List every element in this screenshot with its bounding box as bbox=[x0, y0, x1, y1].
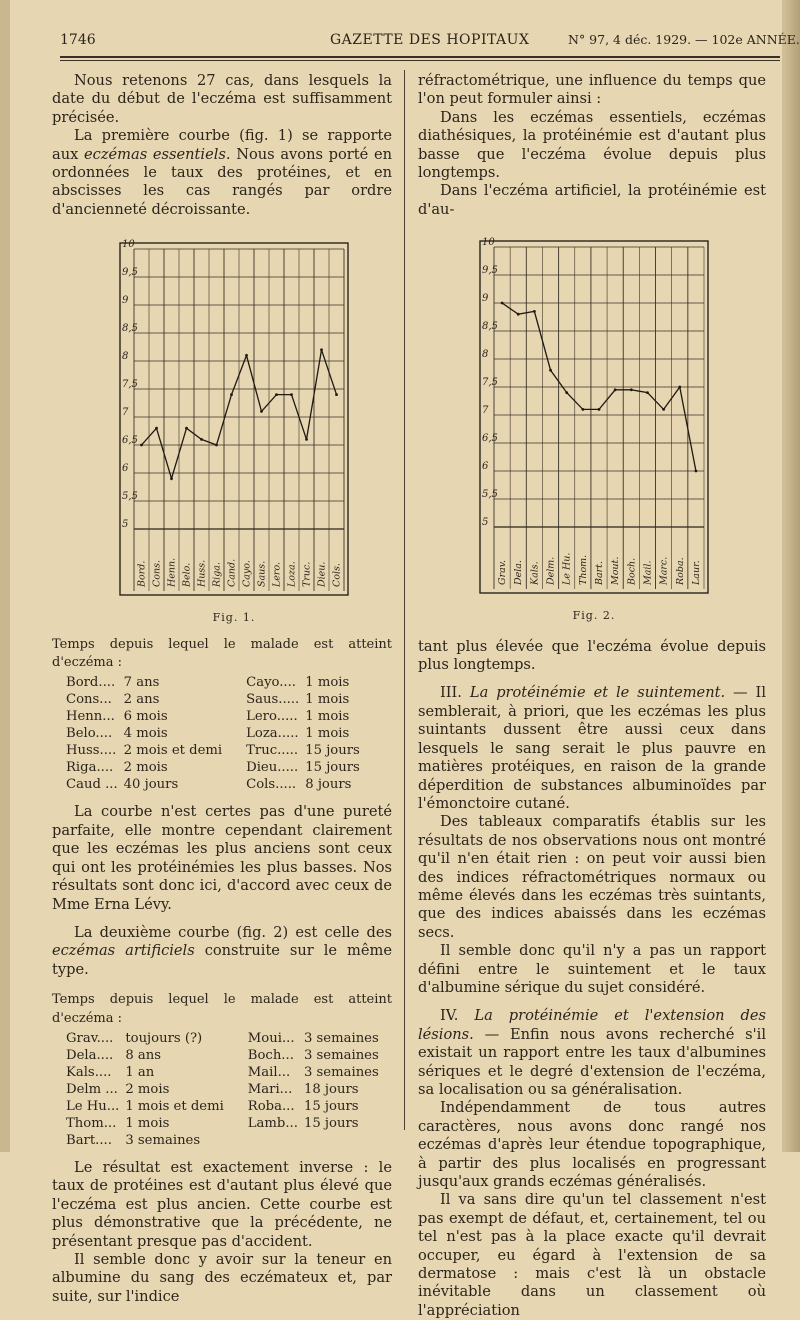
running-header bbox=[60, 32, 800, 58]
x-category-label: Huss. bbox=[196, 560, 208, 588]
issue-info: N° 97, 4 déc. 1929. — 102e ANNÉE. bbox=[568, 32, 800, 47]
data-point bbox=[275, 393, 278, 396]
table-row bbox=[66, 725, 366, 742]
y-tick-label: 10 bbox=[122, 239, 135, 251]
chart-frame bbox=[480, 241, 708, 593]
case-duration: 8 ans bbox=[125, 1047, 162, 1063]
table-row bbox=[66, 759, 366, 776]
case-name: Cayo.... bbox=[246, 675, 297, 691]
x-category-label: Truc. bbox=[301, 561, 313, 588]
data-point bbox=[260, 410, 263, 413]
paragraph bbox=[52, 127, 392, 219]
case-duration: 15 jours bbox=[303, 1098, 359, 1114]
y-tick-label: 8 bbox=[482, 349, 489, 361]
case-name: Dela.... bbox=[66, 1047, 114, 1063]
case-name: Lamb... bbox=[247, 1115, 298, 1131]
page-number: 1746 bbox=[60, 32, 96, 48]
case-duration: 15 jours bbox=[305, 743, 360, 759]
data-point bbox=[630, 389, 633, 392]
section-3 bbox=[418, 684, 766, 813]
right-column bbox=[418, 72, 766, 1320]
x-category-label: Loza. bbox=[286, 561, 298, 588]
case-name: Bart.... bbox=[66, 1132, 112, 1148]
y-tick-label: 9 bbox=[482, 293, 489, 305]
table-row bbox=[66, 691, 366, 708]
x-category-label: Cols. bbox=[331, 563, 343, 588]
table-row bbox=[66, 708, 366, 725]
case-name: Mail... bbox=[247, 1064, 291, 1080]
y-tick-label: 5,5 bbox=[122, 491, 138, 503]
x-category-label: Bord. bbox=[136, 560, 148, 588]
case-duration: 7 ans bbox=[123, 675, 160, 691]
case-name: Roba... bbox=[247, 1098, 295, 1114]
data-point bbox=[533, 310, 536, 313]
figure-2-chart bbox=[474, 233, 714, 603]
case-duration: 8 jours bbox=[305, 777, 352, 793]
paragraph: Il semble donc y avoir sur la teneur en albumine du sang des eczémateux et, par suite, sur l'indice bbox=[52, 1250, 392, 1305]
x-category-label: Roba. bbox=[674, 557, 686, 586]
table-row bbox=[66, 1064, 385, 1081]
x-category-label: Mout. bbox=[610, 556, 622, 586]
text: . Nous avons porté en ordonnées le taux des protéines, et en abscisses les cas rangés par ordre d'ancienneté décroissante. bbox=[52, 145, 392, 218]
x-category-label: Mail. bbox=[642, 560, 654, 586]
case-name: Huss.... bbox=[66, 743, 117, 759]
data-point bbox=[170, 477, 173, 480]
x-category-label: Cons. bbox=[151, 560, 163, 588]
text: — Enfin nous avons recherché s'il existait un rapport entre les taux d'albumines sériques et le degré d'extension de l'eczéma, sa localisation ou sa généralisation. bbox=[418, 1025, 766, 1098]
case-name: Thom... bbox=[66, 1115, 117, 1131]
paragraph bbox=[52, 924, 392, 979]
left-column bbox=[52, 72, 392, 1306]
y-tick-label: 9,5 bbox=[122, 267, 138, 279]
list-title: Temps depuis lequel le malade est atteint d'eczéma : bbox=[52, 636, 392, 671]
x-category-label: Dela. bbox=[513, 560, 525, 586]
case-name: Riga.... bbox=[66, 760, 114, 776]
page-edge-left bbox=[0, 0, 10, 1152]
table-row bbox=[66, 1081, 385, 1098]
x-category-label: Marc. bbox=[658, 556, 670, 586]
case-duration: 1 mois bbox=[125, 1115, 170, 1131]
case-name: Cols..... bbox=[246, 777, 297, 793]
case-duration: 1 mois et demi bbox=[125, 1098, 224, 1114]
y-tick-label: 8,5 bbox=[482, 321, 498, 333]
x-category-label: Saus. bbox=[256, 561, 268, 588]
case-duration: toujours (?) bbox=[125, 1030, 203, 1046]
case-name: Loza..... bbox=[246, 726, 299, 742]
case-name: Henn... bbox=[66, 709, 115, 725]
case-name: Cons... bbox=[66, 692, 112, 708]
case-name: Delm ... bbox=[66, 1081, 118, 1097]
data-point bbox=[662, 408, 665, 411]
figure-1-chart bbox=[114, 235, 354, 605]
x-category-label: Delm. bbox=[545, 556, 557, 586]
y-tick-label: 7,5 bbox=[122, 379, 138, 391]
case-duration: 1 an bbox=[125, 1064, 155, 1080]
section-title: La protéinémie et l'extension des lésions. bbox=[418, 1007, 767, 1043]
table-row bbox=[66, 1098, 385, 1115]
data-point bbox=[695, 470, 698, 473]
case-duration: 2 mois et demi bbox=[123, 743, 223, 759]
x-category-label: Henn. bbox=[166, 558, 178, 588]
y-tick-label: 6,5 bbox=[482, 433, 498, 445]
paragraph: Le résultat est exactement inverse : le taux de protéines est d'autant plus élevé que l'eczéma est plus ancien. Cette courbe est plus démonstrative que la précédente, ne présentant presque pas d'accident. bbox=[52, 1158, 392, 1250]
case-duration: 1 mois bbox=[305, 709, 350, 725]
x-category-label: Thom. bbox=[577, 555, 589, 586]
data-point bbox=[549, 369, 552, 372]
data-point bbox=[646, 391, 649, 394]
text: La deuxième courbe (fig. 2) est celle des bbox=[74, 923, 392, 941]
x-category-label: Riga. bbox=[211, 562, 223, 588]
section-number: III. bbox=[440, 684, 470, 702]
data-point bbox=[335, 393, 338, 396]
case-name: Belo.... bbox=[66, 726, 113, 742]
data-point bbox=[215, 444, 218, 447]
paragraph: Il semble donc qu'il n'y a pas un rapport défini entre le suintement et le taux d'albumine sérique du sujet considéré. bbox=[418, 942, 766, 996]
paragraph: tant plus élevée que l'eczéma évolue depuis plus longtemps. bbox=[418, 637, 766, 674]
data-point bbox=[230, 393, 233, 396]
case-name: Lero..... bbox=[246, 709, 298, 725]
case-name: Bord.... bbox=[66, 675, 116, 691]
case-duration: 3 semaines bbox=[303, 1030, 379, 1046]
duration-table-1 bbox=[66, 674, 366, 793]
case-name: Le Hu... bbox=[66, 1098, 120, 1114]
case-duration: 2 ans bbox=[123, 692, 160, 708]
column-divider bbox=[404, 70, 405, 1130]
figure-2 bbox=[474, 233, 714, 625]
case-name: Dieu..... bbox=[246, 760, 299, 776]
table-row bbox=[66, 1132, 385, 1149]
case-duration: 15 jours bbox=[305, 760, 360, 776]
y-tick-label: 9 bbox=[122, 295, 129, 307]
x-category-label: Le Hu. bbox=[561, 552, 573, 586]
emphasis: eczémas essentiels bbox=[84, 145, 226, 163]
section-number: IV. bbox=[440, 1007, 475, 1025]
case-duration: 18 jours bbox=[303, 1081, 359, 1097]
y-tick-label: 5 bbox=[482, 517, 489, 529]
data-point bbox=[155, 427, 158, 430]
paragraph: Indépendamment de tous autres caractères, nous avons donc rangé nos eczémas d'après leur étendue topographique, à partir des plus localisés en progressant jusqu'aux grands eczémas généralisés. bbox=[418, 1099, 766, 1191]
y-tick-label: 7,5 bbox=[482, 377, 498, 389]
data-point bbox=[185, 427, 188, 430]
case-duration: 1 mois bbox=[305, 726, 350, 742]
case-name bbox=[230, 1132, 304, 1149]
case-name: Boch... bbox=[247, 1047, 294, 1063]
data-point bbox=[565, 391, 568, 394]
case-duration bbox=[304, 1132, 385, 1149]
case-duration: 40 jours bbox=[123, 777, 179, 793]
paragraph: réfractométrique, une influence du temps que l'on peut formuler ainsi : bbox=[418, 72, 766, 108]
case-name: Truc..... bbox=[246, 743, 299, 759]
paragraph: Nous retenons 27 cas, dans lesquels la date du début de l'eczéma est suffisamment précisée. bbox=[52, 72, 392, 126]
figure-1-caption: Fig. 1. bbox=[212, 611, 256, 625]
y-tick-label: 8 bbox=[122, 351, 129, 363]
text: La première courbe (fig. 1) se rapporte aux bbox=[52, 127, 392, 163]
paragraph: Dans les eczémas essentiels, eczémas diathésiques, la protéinémie est d'autant plus basse que l'eczéma évolue depuis plus longtemps. bbox=[418, 108, 766, 182]
case-duration: 1 mois bbox=[305, 692, 350, 708]
case-duration: 3 semaines bbox=[125, 1132, 201, 1148]
figure-1 bbox=[114, 235, 354, 627]
x-category-label: Cand. bbox=[226, 559, 238, 588]
text: — Il semblerait, à priori, que les eczémas les plus suintants dussent être aussi ceux dans lesquels le sang serait le plus pauvre en matières protéiques, en raison de la grande déperdition de substances albuminoïdes par l'émonctoire cutané. bbox=[418, 684, 766, 812]
paragraph: Dans l'eczéma artificiel, la protéinémie est d'au- bbox=[418, 182, 766, 218]
data-point bbox=[598, 408, 601, 411]
data-point bbox=[320, 349, 323, 352]
x-category-label: Lero. bbox=[271, 562, 283, 588]
data-point bbox=[678, 386, 681, 389]
duration-table-2 bbox=[66, 1030, 385, 1149]
case-name: Saus..... bbox=[246, 692, 300, 708]
x-category-label: Cayo. bbox=[241, 560, 253, 588]
figure-2-caption: Fig. 2. bbox=[572, 609, 616, 623]
case-duration: 3 semaines bbox=[303, 1047, 379, 1063]
case-name: Grav.... bbox=[66, 1030, 114, 1046]
table-row bbox=[66, 742, 366, 759]
paragraph: Des tableaux comparatifs établis sur les résultats de nos observations nous ont montré qu'il n'en était rien : on peut voir aussi bien des indices réfractométriques normaux ou même élevés dans les eczémas très suintants, que des indices abaissés dans les eczémas secs. bbox=[418, 813, 766, 941]
y-tick-label: 9,5 bbox=[482, 265, 498, 277]
y-tick-label: 6,5 bbox=[122, 435, 138, 447]
data-point bbox=[517, 313, 520, 316]
header-rule bbox=[60, 56, 780, 58]
data-point bbox=[245, 354, 248, 357]
table-row bbox=[66, 1047, 385, 1064]
page-edge-right bbox=[782, 0, 800, 1152]
case-duration: 2 mois bbox=[123, 760, 168, 776]
x-category-label: Kals. bbox=[529, 561, 541, 586]
case-name: Moui... bbox=[247, 1030, 295, 1046]
case-name: Mari... bbox=[247, 1081, 293, 1097]
emphasis: eczémas artificiels bbox=[52, 942, 195, 960]
case-name: Kals.... bbox=[66, 1064, 112, 1080]
data-point bbox=[501, 302, 504, 305]
case-duration: 1 mois bbox=[305, 675, 350, 691]
table-row bbox=[66, 674, 366, 691]
table-row bbox=[66, 1030, 385, 1047]
table-row bbox=[66, 776, 366, 793]
case-name: Caud ... bbox=[66, 777, 118, 793]
case-duration: 3 semaines bbox=[303, 1064, 379, 1080]
y-tick-label: 8,5 bbox=[122, 323, 138, 335]
journal-title: GAZETTE DES HOPITAUX bbox=[330, 32, 530, 48]
data-point bbox=[200, 438, 203, 441]
y-tick-label: 7 bbox=[122, 407, 129, 419]
x-category-label: Bart. bbox=[594, 561, 605, 586]
data-point bbox=[581, 408, 584, 411]
x-category-label: Dieu. bbox=[316, 561, 328, 588]
x-category-label: Boch. bbox=[626, 558, 638, 586]
y-tick-label: 5,5 bbox=[482, 489, 498, 501]
section-title: La protéinémie et le suintement. bbox=[469, 684, 726, 702]
data-point bbox=[614, 389, 617, 392]
y-tick-label: 6 bbox=[122, 463, 129, 475]
text: construite sur le même type. bbox=[52, 942, 392, 978]
list-title: Temps depuis lequel le malade est atteint d'eczéma : bbox=[52, 992, 392, 1026]
x-category-label: Laur. bbox=[690, 560, 702, 586]
x-category-label: Belo. bbox=[181, 563, 193, 588]
x-category-label: Grav. bbox=[497, 560, 509, 586]
header-rule-thin bbox=[60, 60, 780, 61]
case-duration: 4 mois bbox=[123, 726, 168, 742]
data-point bbox=[290, 393, 293, 396]
data-point bbox=[305, 438, 308, 441]
case-duration: 6 mois bbox=[123, 709, 168, 725]
y-tick-label: 5 bbox=[122, 519, 129, 531]
section-4 bbox=[418, 1007, 766, 1099]
paragraph: La courbe n'est certes pas d'une pureté parfaite, elle montre cependant clairement que les eczémas les plus anciens sont ceux qui ont les protéinémies les plus basses. Nos résultats sont donc ici, d'accord avec ceux de Mme Erna Lévy. bbox=[52, 803, 392, 913]
y-tick-label: 7 bbox=[482, 405, 489, 417]
table-row bbox=[66, 1115, 385, 1132]
case-duration: 2 mois bbox=[125, 1081, 170, 1097]
paragraph: Il va sans dire qu'un tel classement n'est pas exempt de défaut, et, certainement, tel ou tel n'est pas à la place exacte qu'il devrait occuper, eu égard à l'extension de sa dermatose : mais c'est là un obstacle inévitable dans un classement où l'appréciation bbox=[418, 1191, 766, 1319]
y-tick-label: 6 bbox=[482, 461, 489, 473]
data-point bbox=[140, 444, 143, 447]
case-duration: 15 jours bbox=[303, 1115, 359, 1131]
y-tick-label: 10 bbox=[482, 237, 495, 249]
